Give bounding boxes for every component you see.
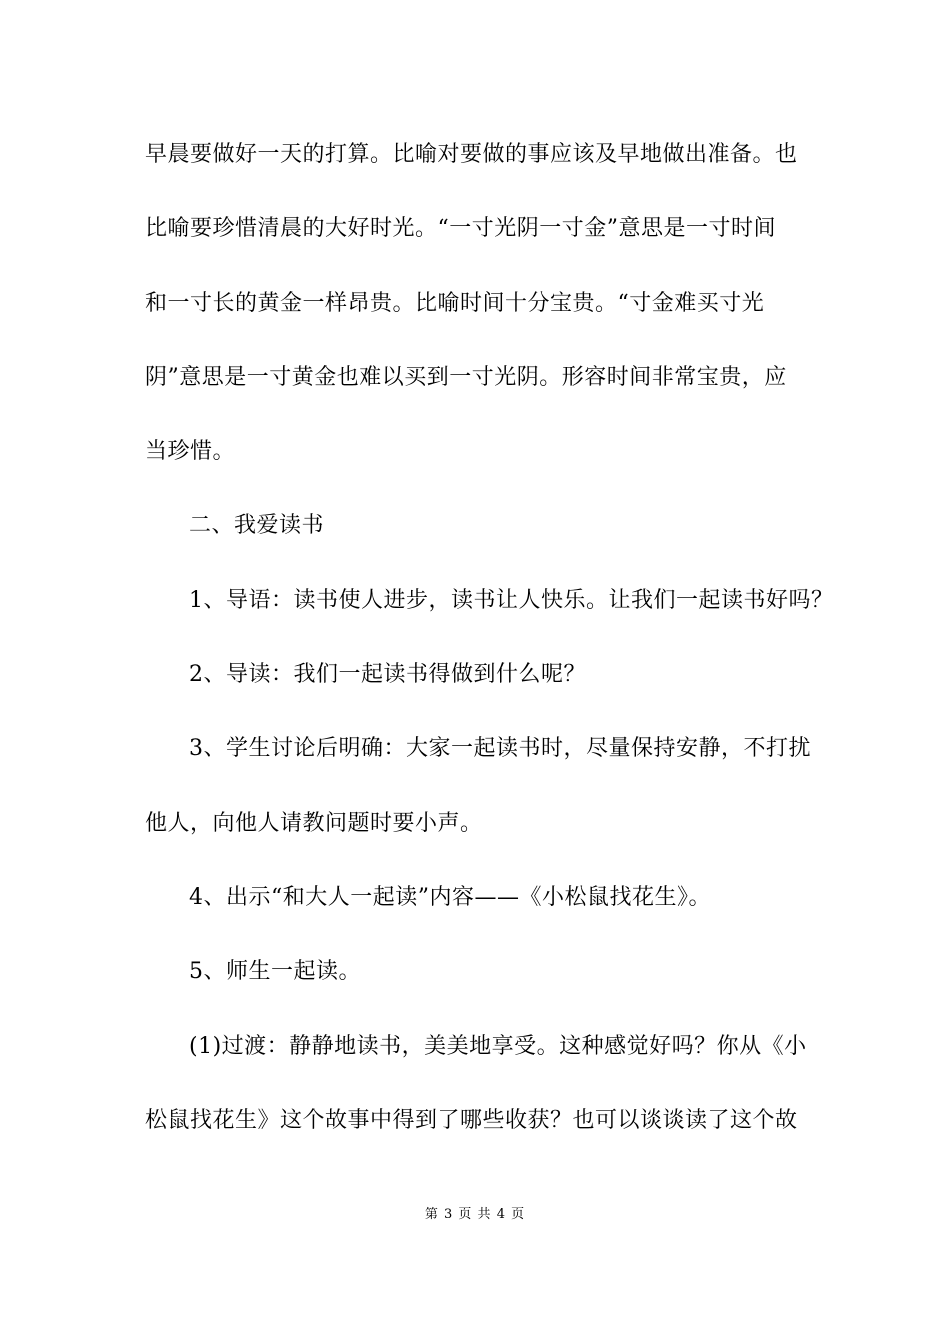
list-item-2: 2、导读：我们一起读书得做到什么呢？ xyxy=(189,662,586,687)
list-item-1: 1、导语：读书使人进步，读书让人快乐。让我们一起读书好吗？ xyxy=(189,588,834,613)
list-item-3-continued: 他人，向他人请教问题时要小声。 xyxy=(145,811,483,836)
list-item-4: 4、出示“和大人一起读”内容——《小松鼠找花生》。 xyxy=(189,885,711,910)
list-item-5: 5、师生一起读。 xyxy=(189,959,361,984)
paragraph-line-5: 当珍惜。 xyxy=(145,439,236,464)
sub-item-1-continued: 松鼠找花生》这个故事中得到了哪些收获？也可以谈谈读了这个故 xyxy=(145,1108,798,1133)
page-footer: 第 3 页 共 4 页 xyxy=(424,1207,526,1222)
sub-item-1: (1)过渡：静静地读书，美美地享受。这种感觉好吗？你从《小 xyxy=(189,1034,807,1059)
paragraph-line-2: 比喻要珍惜清晨的大好时光。“一寸光阴一寸金”意思是一寸时间 xyxy=(145,216,776,241)
paragraph-line-1: 早晨要做好一天的打算。比喻对要做的事应该及早地做出准备。也 xyxy=(145,142,798,167)
section-heading: 二、我爱读书 xyxy=(189,513,325,538)
paragraph-line-4: 阴”意思是一寸黄金也难以买到一寸光阴。形容时间非常宝贵，应 xyxy=(145,365,787,390)
list-item-3: 3、学生讨论后明确：大家一起读书时，尽量保持安静，不打扰 xyxy=(189,736,811,761)
paragraph-line-3: 和一寸长的黄金一样昂贵。比喻时间十分宝贵。“寸金难买寸光 xyxy=(145,291,765,316)
